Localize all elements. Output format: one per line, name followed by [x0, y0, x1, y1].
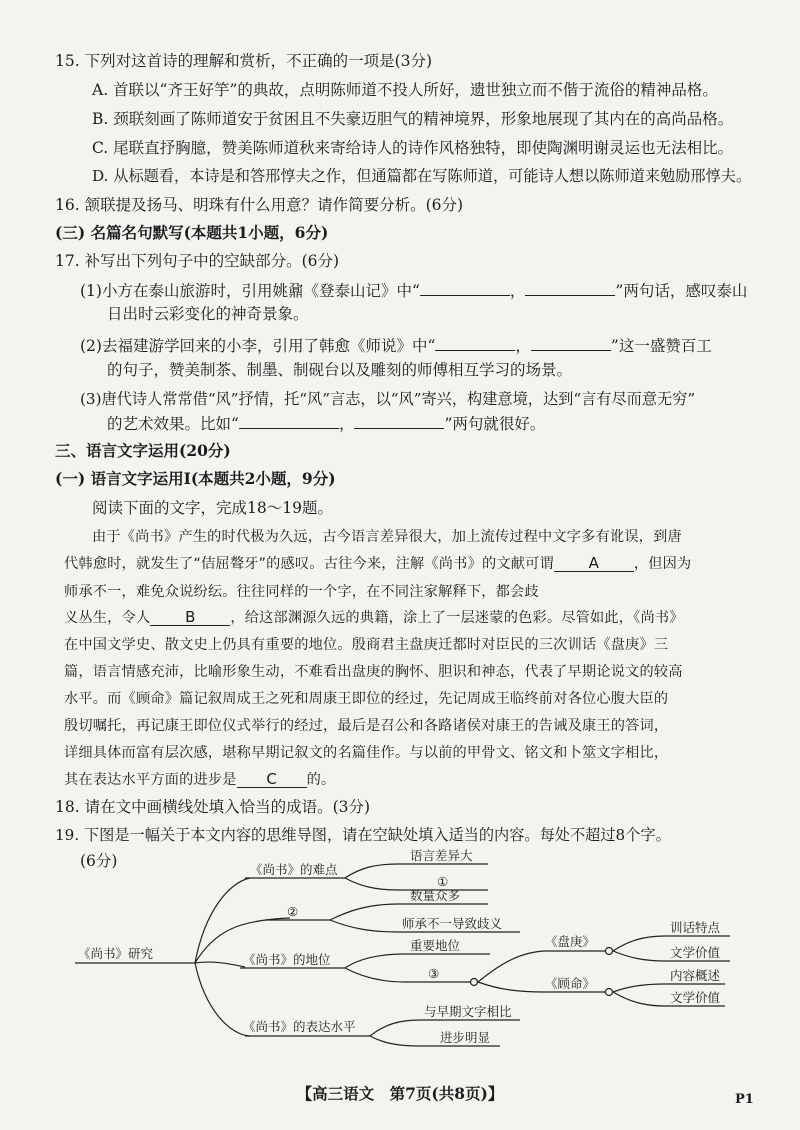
q17-item-3-line2	[107, 412, 545, 435]
q17-item-1-line2: 日出时云彩变化的神奇景象。	[107, 305, 309, 323]
reading-instruction: 阅读下面的文字，完成18～19题。	[92, 499, 333, 517]
q15-option-a: A. 首联以“齐王好竽”的典故，点明陈师道不投人所好，遗世独立而不偕于流俗的精神品格。	[92, 81, 718, 99]
passage-line-2-tail: ，但因为	[633, 556, 692, 572]
part-language-use: 三、语言文字运用(20分)	[55, 441, 231, 460]
q15-option-b: B. 颈联刻画了陈师道安于贫困且不失豪迈胆气的精神境界，形象地展现了其内在的高尚品格。	[92, 110, 734, 128]
q17-3-blank-a[interactable]	[239, 412, 339, 429]
q19-score: (6分)	[80, 852, 118, 870]
q17-2-text-before: (2)去福建游学回来的小李，引用了韩愈《师说》中“	[80, 337, 436, 355]
passage-line-10-text: 其在表达水平方面的进步是	[64, 772, 237, 788]
passage-blank-b[interactable]: B	[150, 609, 230, 626]
q17-stem: 17. 补写出下列句子中的空缺部分。(6分)	[55, 252, 340, 270]
passage-line-8: 殷切嘱托，再记康王即位仪式举行的经过，最后是召公和各路诸侯对康王的告诫及康王的答词，	[64, 718, 669, 734]
branch-3-leaf-2-line	[345, 968, 470, 982]
mindmap-blank-1[interactable]: ①	[437, 874, 449, 889]
passage-line-7: 水平。而《顾命》篇记叙周成王之死和周康王即位的经过，先记周成王临终前对各位心腹大臣的	[64, 691, 669, 707]
mindmap-leaf-literary-value-1: 文学价值	[670, 945, 721, 960]
branch-3-leaf-1-line	[345, 954, 490, 968]
q15-option-d: D. 从标题看，本诗是和答邢惇夫之作，但通篇都在写陈师道，可能诗人想以陈师道来勉励邢惇夫。	[92, 167, 752, 185]
mindmap-blank-3[interactable]: ③	[428, 966, 440, 981]
passage-blank-c[interactable]: C	[237, 771, 307, 788]
mindmap-branch-status: 《尚书》的地位	[243, 952, 331, 967]
page-footer: 【高三语文 第7页(共8页)】	[296, 1084, 504, 1103]
mindmap-branch-difficulty: 《尚书》的难点	[250, 862, 338, 877]
q17-3-text-after: ”两句就很好。	[444, 415, 546, 433]
mindmap-leaf-language-gap: 语言差异大	[410, 848, 473, 863]
q18-stem: 18. 请在文中画横线处填入恰当的成语。(3分)	[55, 798, 371, 816]
passage-line-10	[64, 769, 335, 791]
section-famous-lines: (三) 名篇名句默写(本题共1小题，6分)	[55, 223, 329, 242]
branch-link-3	[195, 962, 245, 967]
mindmap-leaf-literary-value-2: 文学价值	[670, 990, 721, 1005]
q17-1-blank-b[interactable]	[525, 279, 615, 296]
passage-line-4-tail: ，给这部渊源久远的典籍，涂上了一层迷蒙的色彩。尽管如此，《尚书》	[230, 610, 684, 626]
subsection-language-use-1: (一) 语言文字运用Ⅰ(本题共2小题，9分)	[55, 469, 336, 488]
mindmap-branch-expression: 《尚书》的表达水平	[243, 1019, 356, 1034]
mindmap-leaf-numerous: 数量众多	[410, 888, 461, 903]
passage-line-2-text: 代韩愈时，就发生了“佶屈聱牙”的感叹。古往今来，注解《尚书》的文献可谓	[64, 556, 554, 572]
mindmap-node-guming: 《顾命》	[545, 976, 596, 991]
passage-line-2	[64, 553, 691, 575]
branch-link-4	[195, 963, 250, 1036]
q17-1-text-after: ”两句话，感叹泰山	[615, 282, 748, 300]
branch-3-node	[471, 979, 478, 986]
passage-line-1: 由于《尚书》产生的时代极为久远，古今语言差异很大，加上流传过程中文字多有讹误，到唐	[92, 529, 682, 545]
guming-node	[606, 989, 613, 996]
passage-line-3: 师承不一，难免众说纷纭。往往同样的一个字，在不同注家解释下，都会歧	[64, 584, 539, 600]
mindmap-leaf-speech-feature: 训话特点	[670, 920, 721, 935]
q17-2-comma: ，	[515, 337, 531, 355]
passage-line-10-tail: 的。	[306, 772, 336, 788]
q17-3-comma: ，	[338, 415, 355, 433]
q17-3-blank-b[interactable]	[354, 412, 444, 429]
passage-line-6: 篇，语言情感充沛，比喻形象生动，不难看出盘庚的胸怀、胆识和神态，代表了早期论说文的较高	[64, 664, 683, 680]
q17-1-blank-a[interactable]	[420, 279, 510, 296]
mindmap-node-pangeng: 《盘庚》	[545, 934, 596, 949]
passage-line-9: 详细具体而富有层次感，堪称早期记叙文的名篇佳作。与以前的甲骨文、铭文和卜筮文字相比，	[64, 745, 669, 761]
q17-1-text-before: (1)小方在泰山旅游时，引用姚鼐《登泰山记》中“	[80, 282, 420, 300]
corner-mark: P1	[735, 1092, 754, 1107]
q17-item-1	[80, 279, 747, 302]
q17-1-comma: ，	[509, 282, 526, 300]
mindmap-leaf-content-summary: 内容概述	[670, 968, 721, 983]
passage-line-4-text: 义丛生，令人	[64, 610, 151, 626]
mindmap-leaf-divergence: 师承不一导致歧义	[402, 916, 503, 931]
mindmap-leaf-compare-early: 与早期文字相比	[424, 1004, 512, 1019]
passage-blank-a[interactable]: A	[554, 555, 634, 572]
mind-map	[0, 840, 800, 1080]
q16-stem: 16. 颔联提及扬马、明珠有什么用意？请作简要分析。(6分)	[55, 196, 464, 214]
q17-2-text-after: ”这一盛赞百工	[610, 337, 712, 355]
q15-option-c: C. 尾联直抒胸臆，赞美陈师道秋来寄给诗人的诗作风格独特，即使陶渊明谢灵运也无法相比。	[92, 139, 734, 157]
mindmap-blank-2[interactable]: ②	[287, 904, 299, 919]
q17-item-3: (3)唐代诗人常常借“风”抒情，托“风”言志，以“风”寄兴，构建意境，达到“言有尽而意无穷”	[80, 390, 696, 408]
passage-line-4	[64, 607, 684, 629]
q17-2-blank-a[interactable]	[435, 334, 515, 351]
q17-item-2-line2: 的句子，赞美制茶、制墨、制砚台以及雕刻的师傅相互学习的场景。	[107, 361, 573, 379]
passage-line-5: 在中国文学史、散文史上仍具有重要的地位。殷商君主盘庚迁都时对臣民的三次训话《盘庚》三	[64, 637, 669, 653]
mindmap-leaf-progress: 进步明显	[440, 1030, 491, 1045]
pangeng-node	[606, 948, 613, 955]
q15-stem: 15. 下列对这首诗的理解和赏析，不正确的一项是(3分)	[55, 52, 433, 70]
q17-item-2	[80, 334, 712, 357]
q17-3-text-before: 的艺术效果。比如“	[107, 415, 239, 433]
mindmap-root: 《尚书》研究	[78, 946, 154, 961]
q17-2-blank-b[interactable]	[531, 334, 611, 351]
branch-1-leaf-1-line	[345, 864, 488, 878]
q19-stem: 19. 下图是一幅关于本文内容的思维导图，请在空缺处填入适当的内容。每处不超过8个字。	[55, 826, 671, 844]
mindmap-leaf-important: 重要地位	[410, 938, 461, 953]
